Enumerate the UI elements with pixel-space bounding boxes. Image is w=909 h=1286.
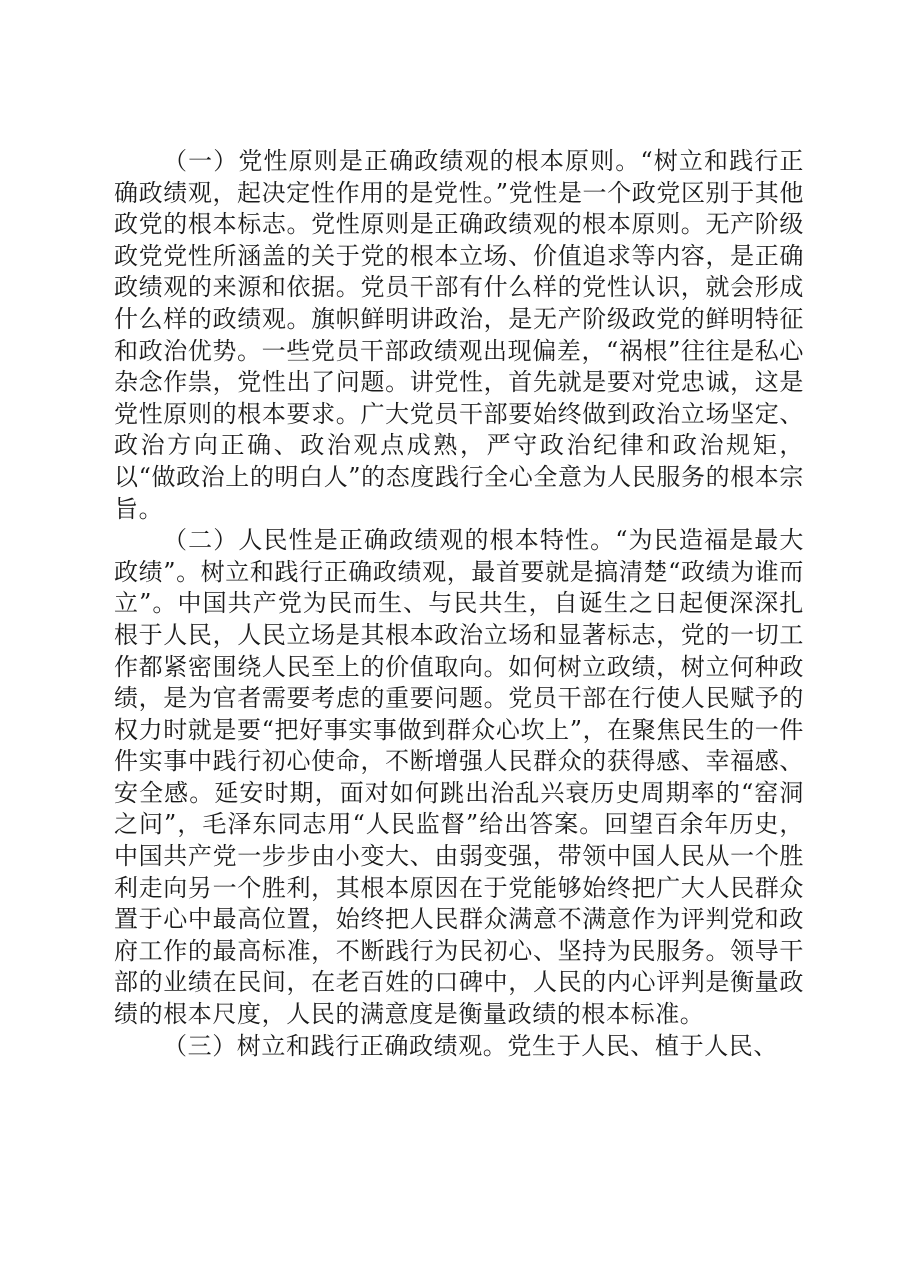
paragraph-establish-view: （三）树立和践行正确政绩观。党生于人民、植于人民、 <box>163 1031 778 1060</box>
paragraph-people-nature: （二）人民性是正确政绩观的根本特性。“为民造福是最大政绩”。树立和践行正确政绩观，最首要就是搞清楚“政绩为谁而立”。中国共产党为民而生、与民共生，自诞生之日起便深深扎根于人民，人民立场是其根本政治立场和显著标志，党的一切工作都紧密围绕人民至上的价值取向。如何树立政绩，树立何种政绩，是为官者需要考虑的重要问题。党员干部在行使人民赋予的权力时就是要“把好事实事做到群众心坎上”，在聚焦民生的一件件实事中践行初心使命，不断增强人民群众的获得感、幸福感、安全感。延安时期，面对如何跳出治乱兴衰历史周期率的“窑洞之问”，毛泽东同志用“人民监督”给出答案。回望百余年历史，中国共产党一步步由小变大、由弱变强，带领中国人民从一个胜利走向另一个胜利，其根本原因在于党能够始终把广大人民群众置于心中最高位置，始终把人民群众满意不满意作为评判党和政府工作的最高标准，不断践行为民初心、坚持为民服务。领导干部的业绩在民间，在老百姓的口碑中，人民的内心评判是衡量政绩的根本尺度，人民的满意度是衡量政绩的根本标准。 <box>114 526 804 1029</box>
document-body <box>114 146 804 1062</box>
paragraph-party-spirit: （一）党性原则是正确政绩观的根本原则。“树立和践行正确政绩观，起决定性作用的是党性。”党性是一个政党区别于其他政党的根本标志。党性原则是正确政绩观的根本原则。无产阶级政党党性所涵盖的关于党的根本立场、价值追求等内容，是正确政绩观的来源和依据。党员干部有什么样的党性认识，就会形成什么样的政绩观。旗帜鲜明讲政治，是无产阶级政党的鲜明特征和政治优势。一些党员干部政绩观出现偏差，“祸根”往往是私心杂念作祟，党性出了问题。讲党性，首先就是要对党忠诚，这是党性原则的根本要求。广大党员干部要始终做到政治立场坚定、政治方向正确、政治观点成熟，严守政治纪律和政治规矩，以“做政治上的明白人”的态度践行全心全意为人民服务的根本宗旨。 <box>114 147 804 523</box>
